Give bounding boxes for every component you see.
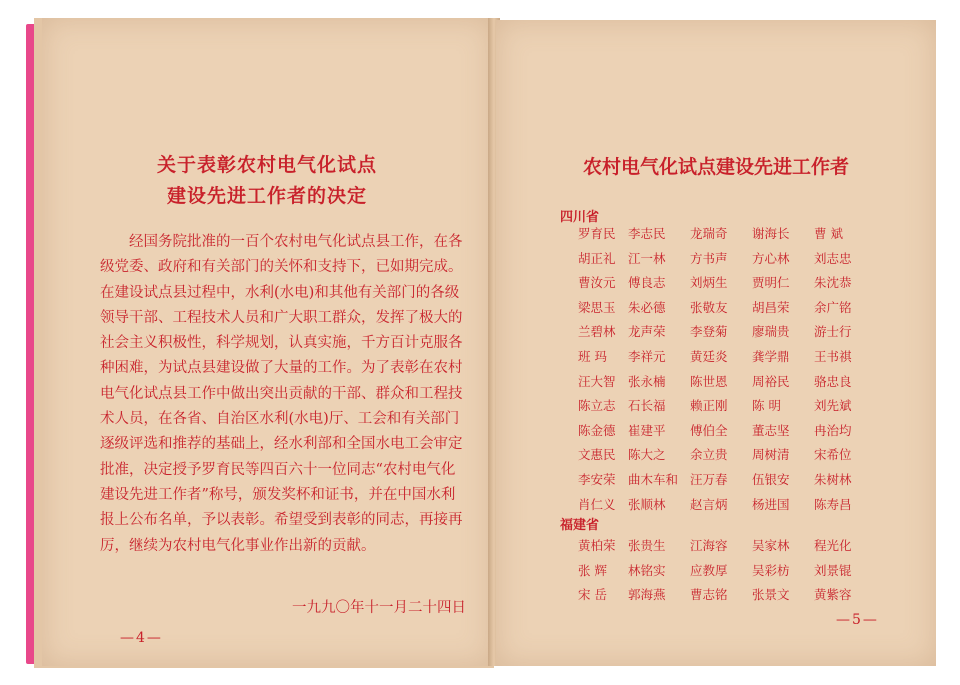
honoree-name: 张贵生 bbox=[628, 538, 666, 553]
decision-title-line-1: 关于表彰农村电气化试点 bbox=[156, 154, 377, 176]
body-line: 建设先进工作者”称号，颁发奖杯和证书，并在中国水利 bbox=[100, 486, 456, 503]
honoree-name: 陈 明 bbox=[752, 398, 781, 414]
honoree-name: 崔建平 bbox=[628, 422, 666, 438]
decision-date: 一九九〇年十一月二十四日 bbox=[292, 600, 466, 616]
honoree-name: 曹 斌 bbox=[814, 226, 843, 241]
page-number-left: —4— bbox=[120, 630, 163, 646]
body-line: 批准，决定授予罗育民等四百六十一位同志“农村电气化 bbox=[100, 461, 456, 478]
honoree-name: 胡昌荣 bbox=[752, 299, 790, 315]
honoree-name: 冉治均 bbox=[814, 422, 852, 438]
honoree-name: 罗育民 bbox=[578, 226, 616, 241]
honoree-name: 张永楠 bbox=[628, 373, 666, 389]
honoree-name: 黄紫容 bbox=[814, 587, 852, 603]
honoree-name: 周裕民 bbox=[752, 373, 790, 389]
body-line: 在建设试点县过程中，水利(水电)和其他有关部门的各级 bbox=[100, 284, 460, 301]
honoree-name: 朱必德 bbox=[628, 299, 666, 315]
honoree-name: 吴彩枋 bbox=[752, 562, 790, 578]
honoree-list-title: 农村电气化试点建设先进工作者 bbox=[582, 156, 849, 178]
honoree-name: 龚学鼎 bbox=[752, 348, 790, 364]
left-page bbox=[42, 18, 492, 666]
honoree-name: 龙声荣 bbox=[628, 324, 666, 340]
honoree-name: 胡正礼 bbox=[578, 250, 616, 266]
honoree-name: 李登菊 bbox=[690, 324, 728, 340]
honoree-name: 宋 岳 bbox=[578, 587, 607, 603]
honoree-name: 周树清 bbox=[752, 447, 790, 463]
honoree-name: 吴家林 bbox=[752, 538, 790, 553]
honoree-name: 黄廷炎 bbox=[690, 348, 728, 364]
page-number-right: —5— bbox=[836, 612, 879, 628]
honoree-name: 曹志铭 bbox=[690, 587, 728, 603]
honoree-name: 林铭实 bbox=[628, 562, 666, 578]
name-grid-sichuan bbox=[578, 222, 866, 517]
honoree-name: 董志坚 bbox=[752, 422, 790, 438]
honoree-name: 朱树林 bbox=[814, 471, 852, 487]
honoree-name: 刘炳生 bbox=[690, 275, 728, 291]
right-page bbox=[496, 20, 936, 666]
honoree-name: 刘志忠 bbox=[814, 250, 852, 266]
decision-body bbox=[100, 230, 500, 559]
honoree-name: 张顺林 bbox=[628, 496, 666, 512]
honoree-name: 游士行 bbox=[814, 324, 852, 340]
honoree-name: 宋希位 bbox=[814, 447, 852, 463]
honoree-name: 龙瑞奇 bbox=[690, 226, 728, 241]
honoree-name: 伍银安 bbox=[752, 471, 790, 487]
honoree-name: 廖瑞贵 bbox=[752, 324, 790, 340]
honoree-name: 余立贵 bbox=[690, 447, 728, 463]
body-line: 逐级评选和推荐的基础上，经水利部和全国水电工会审定 bbox=[100, 436, 463, 453]
honoree-name: 傅良志 bbox=[628, 275, 666, 291]
name-grid-fujian bbox=[578, 534, 866, 608]
body-line: 术人员，在各省、自治区水利(水电)厅、工会和有关部门 bbox=[100, 411, 460, 428]
honoree-name: 张景文 bbox=[752, 587, 790, 603]
body-line: 经国务院批准的一百个农村电气化试点县工作，在各 bbox=[129, 234, 463, 250]
honoree-name: 骆忠良 bbox=[814, 373, 852, 389]
honoree-name: 江一林 bbox=[628, 250, 666, 266]
province-heading-sichuan: 四川省 bbox=[560, 210, 600, 225]
honoree-name: 汪大智 bbox=[578, 373, 616, 389]
honoree-name: 余广铭 bbox=[814, 299, 852, 315]
honoree-name: 郭海燕 bbox=[628, 587, 666, 603]
honoree-name: 李安荣 bbox=[578, 471, 616, 487]
province-heading-fujian: 福建省 bbox=[560, 518, 600, 533]
honoree-name: 石长福 bbox=[628, 398, 666, 414]
honoree-name: 刘景锟 bbox=[814, 562, 852, 578]
honoree-name: 江海容 bbox=[690, 538, 728, 553]
honoree-name: 刘先斌 bbox=[814, 398, 852, 414]
body-line: 电气化试点县工作中做出突出贡献的干部、群众和工程技 bbox=[100, 385, 463, 402]
decision-title-line-2: 建设先进工作者的决定 bbox=[166, 185, 367, 207]
honoree-name: 方心林 bbox=[752, 250, 790, 266]
honoree-name: 陈世恩 bbox=[690, 373, 728, 389]
body-line: 报上公布名单，予以表彰。希望受到表彰的同志，再接再 bbox=[100, 512, 463, 529]
body-line: 社会主义积极性，科学规划，认真实施，千方百计克服各 bbox=[100, 335, 463, 352]
honoree-name: 方书声 bbox=[690, 250, 728, 266]
honoree-name: 程光化 bbox=[814, 538, 852, 553]
body-line: 厉，继续为农村电气化事业作出新的贡献。 bbox=[100, 537, 376, 554]
honoree-name: 傅伯全 bbox=[690, 422, 728, 438]
honoree-name: 谢海长 bbox=[752, 226, 790, 241]
honoree-name: 杨进国 bbox=[752, 496, 790, 512]
honoree-name: 陈寿昌 bbox=[814, 496, 852, 512]
honoree-name: 兰碧林 bbox=[578, 324, 616, 340]
body-line: 领导干部、工程技术人员和广大职工群众，发挥了极大的 bbox=[100, 309, 463, 326]
honoree-name: 陈立志 bbox=[578, 398, 616, 414]
honoree-name: 张 辉 bbox=[578, 562, 607, 578]
honoree-name: 曲木车和 bbox=[628, 471, 679, 487]
honoree-name: 王书祺 bbox=[814, 348, 852, 364]
body-line: 种困难，为试点县建设做了大量的工作。为了表彰在农村 bbox=[100, 360, 463, 377]
honoree-name: 汪万春 bbox=[690, 471, 728, 487]
honoree-name: 文惠民 bbox=[578, 447, 616, 463]
honoree-name: 班 玛 bbox=[578, 348, 607, 364]
honoree-name: 贾明仁 bbox=[752, 275, 790, 291]
honoree-name: 应教厚 bbox=[690, 562, 728, 578]
honoree-name: 陈金德 bbox=[578, 422, 616, 438]
honoree-name: 朱沈恭 bbox=[814, 275, 852, 291]
honoree-name: 黄柏荣 bbox=[578, 538, 616, 553]
honoree-name: 赖正刚 bbox=[690, 398, 728, 414]
body-line: 级党委、政府和有关部门的关怀和支持下，已如期完成。 bbox=[100, 259, 463, 276]
honoree-name: 陈大之 bbox=[628, 447, 666, 463]
honoree-name: 肖仁义 bbox=[578, 496, 616, 512]
honoree-name: 李祥元 bbox=[628, 348, 666, 364]
honoree-name: 梁思玉 bbox=[578, 299, 616, 315]
honoree-name: 赵言炳 bbox=[690, 496, 728, 512]
honoree-name: 曹汝元 bbox=[578, 275, 616, 291]
honoree-name: 张敬友 bbox=[690, 299, 728, 315]
honoree-name: 李志民 bbox=[628, 226, 666, 241]
